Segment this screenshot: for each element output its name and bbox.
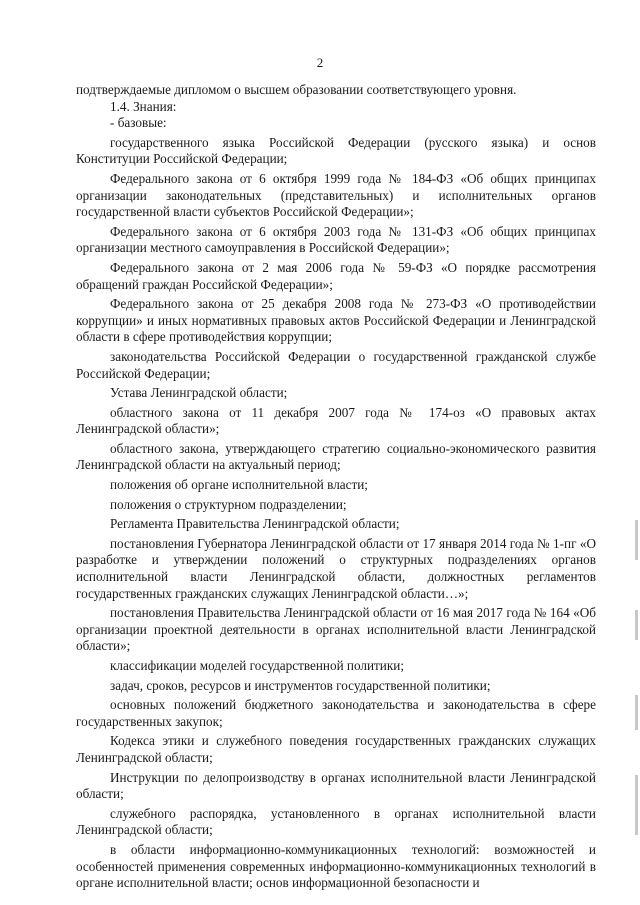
paragraph-20: основных положений бюджетного законодательства и законодательства в сфере государственных закупок; — [76, 697, 596, 729]
paragraph-14: положения о структурном подразделении; — [110, 496, 347, 512]
scan-mark — [635, 520, 638, 560]
paragraph-21: Кодекса этики и служебного поведения государственных гражданских служащих Ленинградской области; — [76, 733, 596, 765]
paragraph-15: Регламента Правительства Ленинградской области; — [110, 516, 400, 532]
paragraph-11: областного закона от 11 декабря 2007 года № 174-оз «О правовых актах Ленинградской области»; — [76, 404, 596, 437]
paragraph-22: Инструкции по делопроизводству в органах исполнительной власти Ленинградской области; — [76, 769, 596, 802]
paragraph-1: подтверждаемые дипломом о высшем образовании соответствующего уровня. — [76, 82, 517, 97]
paragraph-12: областного закона, утверждающего стратегию социально-экономического развития Ленинградской области на актуальный период; — [76, 440, 596, 473]
paragraph-6: Федерального закона от 6 октября 2003 года № 131-ФЗ «Об общих принципах организации местного самоуправления в Российской Федерации»; — [76, 223, 596, 256]
paragraph-5: Федерального закона от 6 октября 1999 года № 184-ФЗ «Об общих принципах организации законодательных (представительных) и исполнительных органов государственной власти субъектов Российской Федерации»; — [76, 170, 596, 220]
paragraph-23: служебного распорядка, установленного в органах исполнительной власти Ленинградской области; — [76, 805, 596, 838]
paragraph-17: постановления Правительства Ленинградской области от 16 мая 2017 года № 164 «Об организации проектной деятельности в органах исполнительной власти Ленинградской области»; — [76, 605, 596, 654]
document-body — [76, 82, 596, 892]
paragraph-10: Устава Ленинградской области; — [110, 385, 288, 401]
paragraph-9: законодательства Российской Федерации о государственной гражданской службе Российской Федерации; — [76, 348, 596, 381]
paragraph-8: Федерального закона от 25 декабря 2008 года № 273-ФЗ «О противодействии коррупции» и иных нормативных правовых актов Российской Федерации и Ленинградской области в сфере противодействия коррупции; — [76, 296, 596, 345]
scan-mark — [635, 775, 638, 835]
paragraph-2: 1.4. Знания: — [110, 98, 177, 114]
scan-mark — [635, 610, 638, 640]
scan-mark — [635, 695, 638, 730]
paragraph-4: государственного языка Российской Федерации (русского языка) и основ Конституции Российской Федерации; — [76, 134, 596, 167]
paragraph-13: положения об органе исполнительной власти; — [110, 477, 368, 493]
paragraph-24: в области информационно-коммуникационных технологий: возможностей и особенностей применения современных информационно-коммуникационных технологий в органе исполнительной власти; основ информационной безопасности и — [76, 841, 596, 891]
margin-scan-marks — [630, 520, 638, 860]
paragraph-16: постановления Губернатора Ленинградской области от 17 января 2014 года № 1-пг «О разработке и утверждении положений о структурных подразделениях органов исполнительной власти Ленинградской области, должностных регламентов государственных гражданских служащих Ленинградской области…»; — [76, 535, 596, 601]
paragraph-18: классификации моделей государственной политики; — [110, 658, 404, 673]
paragraph-19: задач, сроков, ресурсов и инструментов государственной политики; — [110, 677, 491, 693]
page-number: 2 — [316, 55, 324, 70]
paragraph-7: Федерального закона от 2 мая 2006 года № 59-ФЗ «О порядке рассмотрения обращений граждан Российской Федерации»; — [76, 259, 596, 292]
paragraph-3: - базовые: — [110, 115, 167, 131]
